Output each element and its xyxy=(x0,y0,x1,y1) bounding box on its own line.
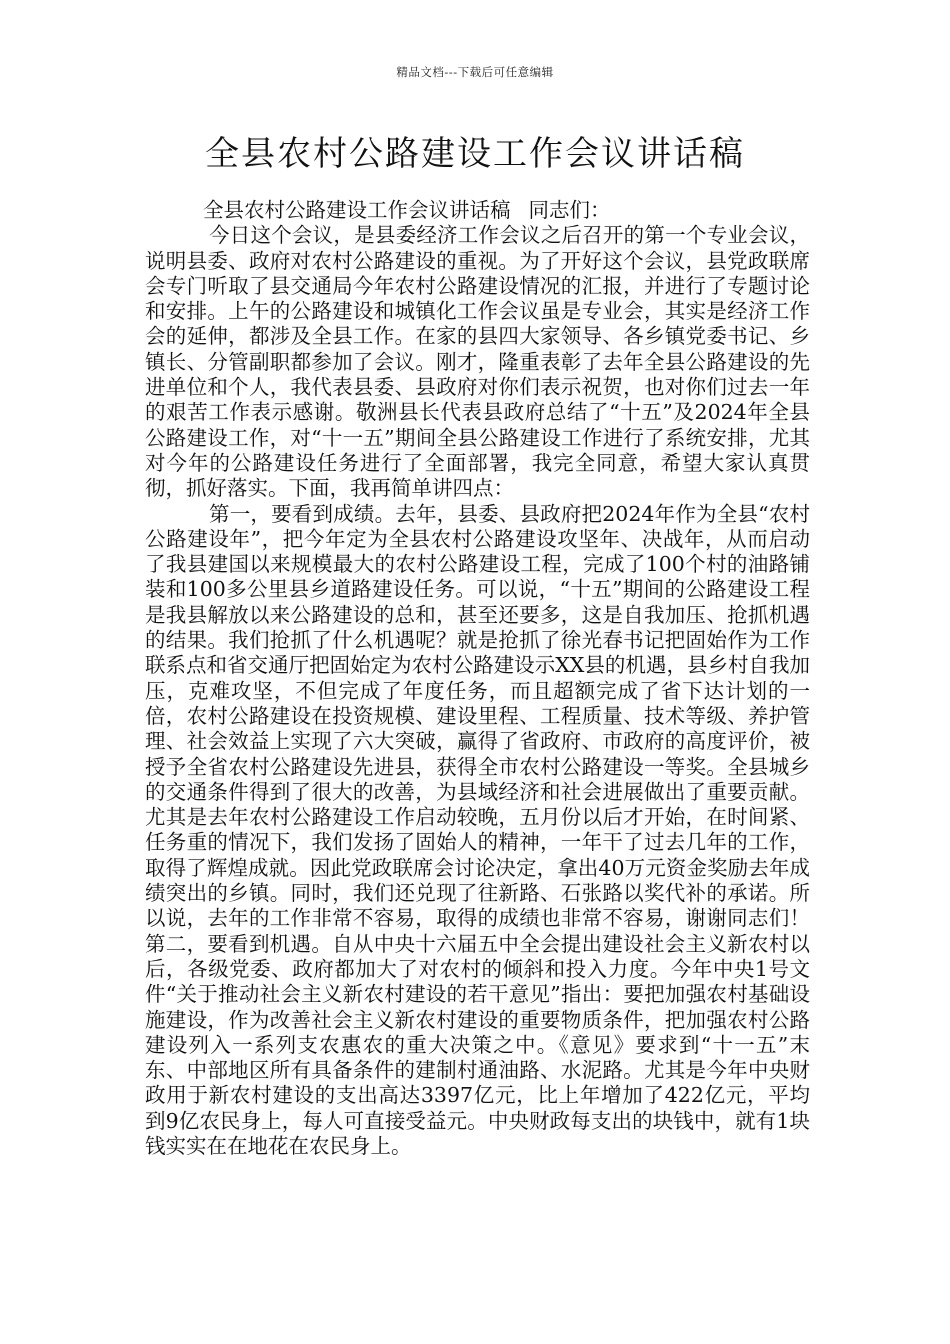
document-title: 全县农村公路建设工作会议讲话稿 xyxy=(205,134,745,174)
paragraph-intro: 今日这个会议，是县委经济工作会议之后召开的第一个专业会议，说明县委、政府对农村公路建设的重视。为了开好这个会议，县党政联席会专门听取了县交通局今年农村公路建设情况的汇报，并进行了专题讨论和安排。上午的公路建设和城镇化工作会议虽是专业会，其实是经济工作会的延伸，都涉及全县工作。在家的县四大家领导、各乡镇党委书记、乡镇长、分管副职都参加了会议。刚才，隆重表彰了去年全县公路建设的先进单位和个人，我代表县委、县政府对你们表示祝贺，也对你们过去一年的艰苦工作表示感谢。敬洲县长代表县政府总结了“十五”及2024年全县公路建设工作，对“十一五”期间全县公路建设工作进行了系统安排，尤其对今年的公路建设任务进行了全面部署，我完全同意，希望大家认真贯彻，抓好落实。下面，我再简单讲四点： xyxy=(145,223,810,501)
salutation: 同志们： xyxy=(528,198,611,222)
opening-line xyxy=(145,198,810,223)
header-note: 精品文档---下载后可任意编辑 xyxy=(396,65,554,79)
document-body xyxy=(145,198,831,1159)
opening-subtitle: 全县农村公路建设工作会议讲话稿 xyxy=(203,198,511,222)
paragraph-first-second-points: 第一，要看到成绩。去年，县委、县政府把2024年作为全县“农村公路建设年”，把今年定为全县农村公路建设攻坚年、决战年，从而启动了我县建国以来规模最大的农村公路建设工程，完成了100个村的油路铺装和100多公里县乡道路建设任务。可以说，“十五”期间的公路建设工程是我县解放以来公路建设的总和，甚至还要多，这是自我加压、抢抓机遇的结果。我们抢抓了什么机遇呢？就是抢抓了徐光春书记把固始作为工作联系点和省交通厅把固始定为农村公路建设示XX县的机遇，县乡村自我加压，克难攻坚，不但完成了年度任务，而且超额完成了省下达计划的一倍，农村公路建设在投资规模、建设里程、工程质量、技术等级、养护管理、社会效益上实现了六大突破，赢得了省政府、市政府的高度评价，被授予全省农村公路建设先进县，获得全市农村公路建设一等奖。全县城乡的交通条件得到了很大的改善，为县域经济和社会进展做出了重要贡献。尤其是去年农村公路建设工作启动较晚，五月份以后才开始，在时间紧、任务重的情况下，我们发扬了固始人的精神，一年干了过去几年的工作，取得了辉煌成就。因此党政联席会讨论决定，拿出40万元资金奖励去年成绩突出的乡镇。同时，我们还兑现了往新路、石张路以奖代补的承诺。所以说，去年的工作非常不容易，取得的成绩也非常不容易，谢谢同志们！ 第二，要看到机遇。自从中央十六届五中全会提出建设社会主义新农村以后，各级党委、政府都加大了对农村的倾斜和投入力度。今年中央1号文件“关于推动社会主义新农村建设的若干意见”指出：要把加强农村基础设施建设，作为改善社会主义新农村建设的重要物质条件，把加强农村公路建设列入一系列支农惠农的重大决策之中。《意见》要求到“十一五”末东、中部地区所有具备条件的建制村通油路、水泥路。尤其是今年中央财政用于新农村建设的支出高达3397亿元，比上年增加了422亿元，平均到9亿农民身上，每人可直接受益元。中央财政每支出的块钱中，就有1块钱实实在在地花在农民身上。 xyxy=(145,501,831,1158)
